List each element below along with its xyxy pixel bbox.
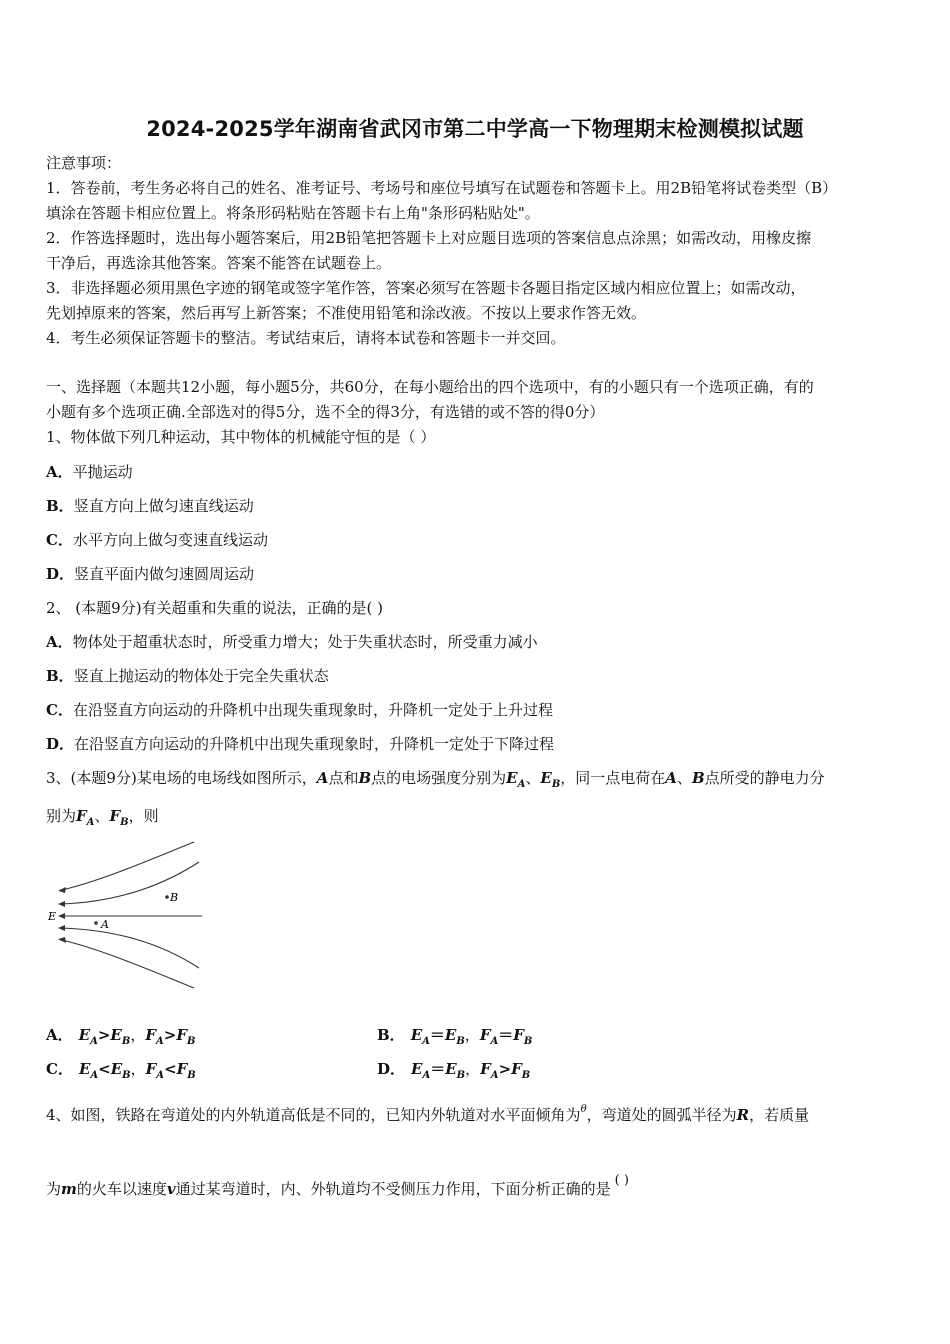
subscript: A (490, 1070, 499, 1081)
q3-point-b: B (358, 769, 372, 787)
separator: 、 (94, 807, 110, 825)
point-b-dot (165, 895, 169, 899)
option-text: 平抛运动 (72, 463, 133, 481)
q4-theta: θ (580, 1104, 587, 1115)
notice-line-7: 4．考生必须保证答题卡的整洁。考试结束后，请将本试卷和答题卡一并交回。 (46, 329, 566, 347)
subscript: B (122, 1070, 131, 1081)
arrowhead (58, 887, 66, 893)
subscript: A (422, 1036, 430, 1047)
option-label: D． (377, 1060, 406, 1078)
separator: ， (130, 1026, 146, 1044)
sym: F (145, 1026, 156, 1044)
subscript: B (187, 1070, 196, 1081)
q4-symbol-r: R (736, 1106, 750, 1124)
sym: E (410, 1026, 423, 1044)
section-line-1: 一、选择题（本题共12小题，每小题5分，共60分，在每小题给出的四个选项中，有的小题只有一个选项正确，有的 (46, 378, 814, 396)
relation: > (97, 1026, 111, 1044)
subscript: B (121, 1036, 131, 1047)
option-text: 竖直方向上做匀速直线运动 (73, 497, 254, 515)
q3-text: 别为 (46, 807, 77, 825)
sym: E (411, 1060, 423, 1078)
q3-symbol-e: E (540, 769, 552, 787)
q3-option-b (377, 1024, 532, 1047)
relation: < (164, 1060, 177, 1078)
q3-text: 点所受的静电力分 (704, 769, 825, 787)
option-label: D． (46, 735, 75, 753)
sym: E (110, 1026, 122, 1044)
page-title: 2024-2025学年湖南省武冈市第二中学高一下物理期末检测模拟试题 (146, 117, 804, 141)
q3-text: ，同一点电荷在 (560, 769, 666, 787)
notice-line-2: 填涂在答题卡相应位置上。将条形码粘贴在答题卡右上角"条形码粘贴处"。 (46, 204, 540, 222)
option-label: C． (46, 701, 73, 719)
sym: E (444, 1026, 457, 1044)
q4-stem-line-2 (46, 1173, 629, 1199)
q4-text: ，弯道处的圆弧半径为 (586, 1106, 737, 1124)
relation: ＝ (498, 1026, 514, 1044)
q1-option-d (46, 563, 254, 584)
q4-symbol-v: v (166, 1180, 176, 1198)
notice-heading: 注意事项： (46, 154, 122, 172)
arrowhead (58, 925, 65, 931)
q3-point-a: A (665, 769, 677, 787)
q4-text: ，若质量 (749, 1106, 810, 1124)
q2-option-c (46, 699, 553, 720)
q3-symbol-f: F (109, 807, 121, 825)
q3-option-d (377, 1058, 530, 1081)
notice-line-4: 干净后，再选涂其他答案。答案不能答在试题卷上。 (46, 254, 392, 272)
option-text: 竖直平面内做匀速圆周运动 (74, 565, 255, 583)
option-label: A． (46, 633, 73, 651)
subscript: B (456, 1070, 466, 1081)
section-line-2: 小题有多个选项正确.全部选对的得5分，选不全的得3分，有选错的或不答的得0分） (46, 403, 605, 421)
field-line-5 (62, 940, 194, 988)
separator: ， (464, 1026, 480, 1044)
notice-line-3: 2．作答选择题时，选出每小题答案后，用2B铅笔把答题卡上对应题目选项的答案信息点涂黑；如需改动，用橡皮擦 (46, 229, 812, 247)
option-text: 物体处于超重状态时，所受重力增大；处于失重状态时，所受重力减小 (72, 633, 538, 651)
q4-text: 通过某弯道时，内、外轨道均不受侧压力作用，下面分析正确的是 (175, 1180, 611, 1198)
option-label: C． (46, 1060, 73, 1078)
subscript: A (422, 1070, 431, 1081)
notice-line-6: 先划掉原来的答案，然后再写上新答案；不准使用铅笔和涂改液。不按以上要求作答无效。 (46, 304, 647, 322)
relation: ＝ (429, 1026, 445, 1044)
subscript: A (517, 779, 526, 790)
relation: > (163, 1026, 177, 1044)
q3-symbol-f: F (76, 807, 87, 825)
q4-stem-line-1 (46, 1104, 809, 1125)
q2-stem: 2、 (本题9分)有关超重和失重的说法，正确的是( ) (46, 599, 384, 617)
option-text: 竖直上抛运动的物体处于完全失重状态 (73, 667, 329, 685)
option-label: A． (46, 1026, 73, 1044)
sym: F (145, 1060, 157, 1078)
subscript: B (523, 1036, 533, 1047)
q3-text: ，则 (128, 807, 159, 825)
option-label: B． (377, 1026, 405, 1044)
q4-symbol-m: m (61, 1180, 77, 1198)
sym: E (110, 1060, 123, 1078)
q4-text: 为 (46, 1180, 62, 1198)
sym: F (176, 1060, 188, 1078)
notice-line-5: 3．非选择题必须用黑色字迹的钢笔或签字笔作答，答案必须写在答题卡各题目指定区域内相应位置上；如需改动， (46, 279, 806, 297)
arrowhead (58, 937, 66, 943)
arrowhead (58, 913, 65, 919)
q3-point-a: A (316, 769, 329, 787)
subscript: B (186, 1036, 196, 1047)
q3-text: 点的电场强度分别为 (371, 769, 507, 787)
q3-option-a (46, 1024, 195, 1047)
point-a-dot (94, 921, 98, 925)
q3-stem-line-1 (46, 767, 825, 790)
subscript: B (120, 817, 129, 828)
sym: F (513, 1026, 524, 1044)
option-text: 在沿竖直方向运动的升降机中出现失重现象时，升降机一定处于下降过程 (74, 735, 555, 753)
label-e: E (48, 910, 57, 923)
subscript: B (456, 1036, 465, 1047)
q1-stem: 1、物体做下列几种运动，其中物体的机械能守恒的是（ ） (46, 428, 436, 446)
q2-option-a (46, 631, 538, 652)
q1-option-c (46, 529, 268, 550)
option-label: C． (46, 531, 73, 549)
electric-field-diagram (44, 838, 214, 994)
option-label: A． (46, 463, 73, 481)
sym: F (479, 1026, 491, 1044)
subscript: A (90, 1070, 99, 1081)
q3-symbol-e: E (506, 769, 518, 787)
option-text: 在沿竖直方向运动的升降机中出现失重现象时，升降机一定处于上升过程 (72, 701, 553, 719)
sym: F (480, 1060, 491, 1078)
q2-option-b (46, 665, 329, 686)
subscript: A (155, 1036, 164, 1047)
relation: > (498, 1060, 512, 1078)
arrowhead (58, 901, 65, 907)
relation: < (98, 1060, 111, 1078)
sym: F (511, 1060, 522, 1078)
q3-text: 点和 (328, 769, 359, 787)
q1-option-a (46, 461, 133, 482)
q4-text: 4、如图，铁路在弯道处的内外轨道高低是不同的，已知内外轨道对水平面倾角为 (46, 1106, 581, 1124)
q1-option-b (46, 495, 254, 516)
subscript: A (156, 1070, 165, 1081)
sym: E (445, 1060, 457, 1078)
sym: F (176, 1026, 187, 1044)
q2-option-d (46, 733, 554, 754)
q3-option-c (46, 1058, 196, 1081)
separator: ， (130, 1060, 146, 1078)
notice-line-1: 1．答卷前，考生务必将自己的姓名、准考证号、考场号和座位号填写在试题卷和答题卡上。用2B铅笔将试卷类型（B） (46, 179, 838, 197)
field-line-2 (62, 862, 199, 904)
subscript: A (90, 1036, 98, 1047)
subscript: B (551, 779, 561, 790)
q3-stem-line-2 (46, 805, 159, 828)
q4-answer-paren: ( ) (614, 1173, 629, 1188)
sym: E (78, 1060, 91, 1078)
option-label: B． (46, 497, 74, 515)
q3-point-b: B (691, 769, 705, 787)
separator: 、 (676, 769, 692, 787)
separator: 、 (525, 769, 541, 787)
relation: ＝ (430, 1060, 446, 1078)
option-label: D． (46, 565, 75, 583)
label-a: A (101, 918, 109, 931)
option-label: B． (46, 667, 74, 685)
subscript: B (521, 1070, 531, 1081)
sym: E (78, 1026, 91, 1044)
field-line-1 (62, 842, 194, 890)
q4-text: 的火车以速度 (76, 1180, 167, 1198)
subscript: A (86, 817, 95, 828)
separator: ， (465, 1060, 481, 1078)
label-b: B (170, 891, 179, 904)
q3-text: 3、(本题9分)某电场的电场线如图所示， (46, 769, 317, 787)
subscript: A (490, 1036, 499, 1047)
option-text: 水平方向上做匀变速直线运动 (72, 531, 268, 549)
